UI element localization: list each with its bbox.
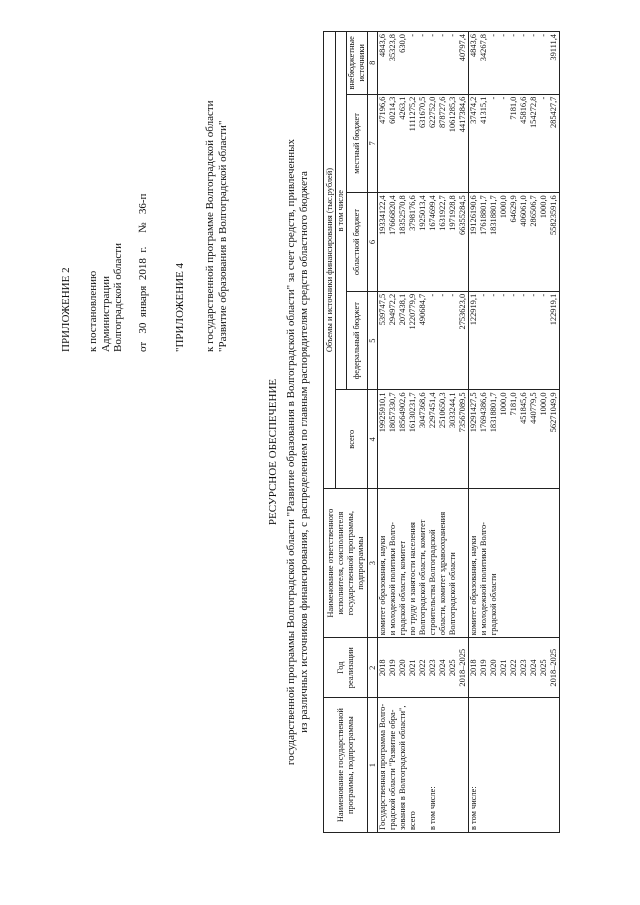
page-title: РЕСУРСНОЕ ОБЕСПЕЧЕНИЕ xyxy=(267,378,279,526)
resource-table xyxy=(323,31,560,833)
col-header-name: Наименование государственной программы, подпрограммы xyxy=(324,698,368,833)
decree-date: от 30 января 2018 г. № 36-п xyxy=(136,193,149,352)
executor-cell: комитет образования, науки и молодежной политики Волго- градской области, комитет по труду и занятости населения Волгоградской области, комитет строительства Волгоградской области, комитет здравоохранения Волгоградской области xyxy=(378,489,469,638)
local-cell: 47196,6 60214,3 4263,1 1111275,2 631670,5 622752,0 878727,6 1061285,3 4417384,6 xyxy=(378,94,469,193)
col-header-volumes: Объемы и источники финансирования (тыс.рублей) xyxy=(324,32,336,489)
extrabudget-cell: 4843,6 34267,8 - - - - - - 39111,4 xyxy=(469,32,560,95)
decree-line-2: Администрации xyxy=(99,275,112,352)
total-cell: 19925910,1 18057330,7 18564902,6 16130231,7 3047368,6 2297451,4 2510650,3 3033244,1 73567089,5 xyxy=(378,390,469,489)
col-number: 8 xyxy=(368,32,378,95)
extrabudget-cell: 4843,6 35323,8 630,0 - - - - - 40797,4 xyxy=(378,32,469,95)
col-number: 1 xyxy=(368,698,378,833)
years-cell: 2018 2019 2020 2021 2022 2023 2024 2025 2018–2025 xyxy=(469,638,560,698)
appendix-label: ПРИЛОЖЕНИЕ 2 xyxy=(60,267,72,352)
col-header-total: всего xyxy=(336,390,368,489)
col-header-regional: областной бюджет xyxy=(347,193,368,292)
table-row xyxy=(469,32,560,833)
col-number: 6 xyxy=(368,193,378,292)
col-header-federal: федеральный бюджет xyxy=(347,291,368,390)
years-cell: 2018 2019 2020 2021 2022 2023 2024 2025 2018–2025 xyxy=(378,638,469,698)
appendix4-label: "ПРИЛОЖЕНИЕ 4 xyxy=(174,262,186,352)
table-row xyxy=(378,32,469,833)
subtitle-line-1: государственной программы Волгоградской области "Развитие образования в Волгоградской области" за счет средств, привлеченных xyxy=(285,138,297,766)
local-cell: 37474,2 41315,1 - - 7181,0 45816,6 154272,8 - 285427,7 xyxy=(469,94,560,193)
appendix4-line-2: "Развитие образования в Волгоградской области" xyxy=(216,120,229,352)
col-number: 5 xyxy=(368,291,378,390)
appendix4-block xyxy=(204,22,229,352)
col-number: 7 xyxy=(368,94,378,193)
executor-cell: комитет образования, науки и молодежной политики Волго- градской области xyxy=(469,489,560,638)
decree-line-3: Волгоградской области xyxy=(112,243,124,352)
col-header-executor: Наименование ответственного исполнителя, соисполнителя государственной программы, подпрограммы xyxy=(324,489,368,638)
appendix4-line-1: к государственной программе Волгоградской области xyxy=(204,100,216,352)
rotated-page xyxy=(14,12,626,892)
total-cell: 19291427,5 17694386,6 18318801,7 1000,0 7181,0 451845,6 440779,5 1000,0 56271049,9 xyxy=(469,390,560,489)
col-header-extrabudget: внебюджетные источники xyxy=(347,32,368,95)
federal-cell: 122919,1 - - - - - - - 122919,1 xyxy=(469,291,560,390)
program-cell: Государственная программа Волго- градской области "Развитие обра- зования в Волгоградской области", всего в том числе: xyxy=(378,698,469,833)
col-header-year: Год реализации xyxy=(324,638,368,698)
including-label-cell: в том числе: xyxy=(469,698,560,833)
col-header-including: в том числе xyxy=(336,32,347,390)
subtitle-line-2: из различных источников финансирования, с распределением по главным распорядителям средств областного бюджета xyxy=(298,171,310,733)
regional-cell: 19126190,6 17618801,7 18318801,7 1000,0 64629,9 406061,0 286506,7 1000,0 55823591,6 xyxy=(469,193,560,292)
col-number: 4 xyxy=(368,390,378,489)
col-number: 3 xyxy=(368,489,378,638)
federal-cell: 539747,5 294972,2 207438,1 1220779,9 490684,7 - - - 2753623,0 xyxy=(378,291,469,390)
decree-line-1: к постановлению xyxy=(87,270,99,352)
col-header-local: местный бюджет xyxy=(347,94,368,193)
decree-block xyxy=(87,52,149,352)
col-number: 2 xyxy=(368,638,378,698)
regional-cell: 19334122,4 17666820,4 18352570,8 3798176,6 1925013,4 1674699,4 1631922,7 1971928,8 66355284,5 xyxy=(378,193,469,292)
